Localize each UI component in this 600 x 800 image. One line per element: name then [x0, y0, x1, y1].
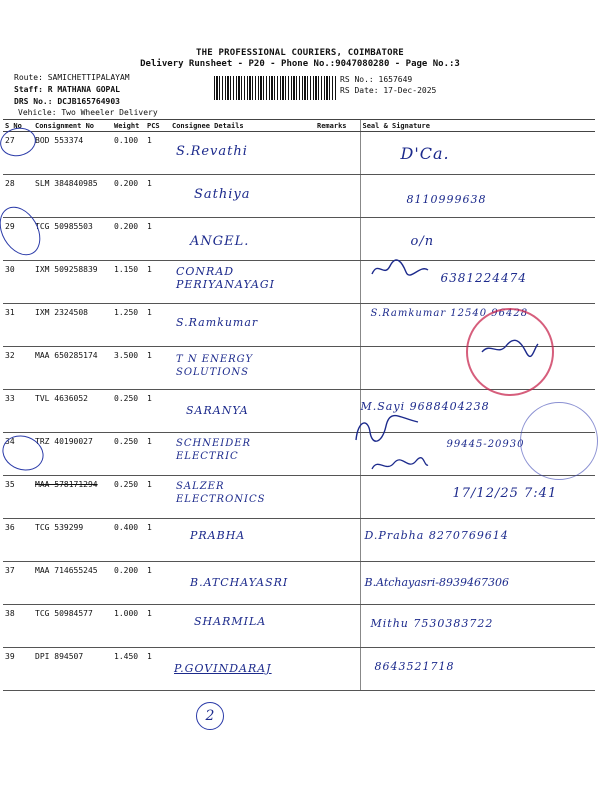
row-sno: 27	[3, 132, 33, 175]
row-signature	[360, 476, 595, 519]
consignee-handwriting: B.ATCHAYASRI	[190, 576, 289, 589]
company-title: THE PROFESSIONAL COURIERS, COIMBATORE	[196, 48, 404, 58]
row-signature	[360, 605, 595, 648]
row-consignee	[170, 605, 315, 648]
signature-handwriting: 99445-20930	[446, 439, 525, 450]
table-row	[3, 132, 595, 175]
row-consignment: TRZ 40190027	[33, 433, 112, 476]
row-consignee	[170, 433, 315, 476]
signature-handwriting: 8643521718	[374, 660, 455, 673]
col-sno: S No	[3, 120, 33, 132]
table-row	[3, 390, 595, 433]
table-row	[3, 605, 595, 648]
row-pcs: 1	[145, 132, 170, 175]
row-sno: 29	[3, 218, 33, 261]
row-pcs: 1	[145, 519, 170, 562]
row-pcs: 1	[145, 562, 170, 605]
signature-handwriting: D'Ca.	[400, 144, 450, 163]
row-consignment: TCG 50985503	[33, 218, 112, 261]
row-consignee	[170, 648, 315, 691]
table-row	[3, 519, 595, 562]
row-sno: 30	[3, 261, 33, 304]
row-sno: 39	[3, 648, 33, 691]
row-signature	[360, 175, 595, 218]
row-weight: 0.250	[112, 390, 145, 433]
rs-number: RS No.: 1657649	[340, 75, 413, 84]
row-consignment: SLM 384840985	[33, 175, 112, 218]
table-row	[3, 261, 595, 304]
runsheet-subtitle: Delivery Runsheet - P20 - Phone No.:9047080280 - Page No.:3	[140, 59, 460, 69]
row-remarks	[315, 562, 360, 605]
drs-label: DRS No.: DCJB165764903	[14, 97, 120, 106]
consignee-handwriting: SALZER ELECTRONICS	[176, 481, 266, 505]
row-pcs: 1	[145, 347, 170, 390]
electronics-seal-stamp	[520, 402, 598, 480]
row-remarks	[315, 132, 360, 175]
row-sno: 31	[3, 304, 33, 347]
row-pcs: 1	[145, 476, 170, 519]
row-remarks	[315, 347, 360, 390]
row-weight: 1.000	[112, 605, 145, 648]
row-signature	[360, 562, 595, 605]
row-consignment: TCG 539299	[33, 519, 112, 562]
row-consignment: MAA 714655245	[33, 562, 112, 605]
col-consignee: Consignee Details	[170, 120, 315, 132]
row-remarks	[315, 648, 360, 691]
row-consignee	[170, 304, 315, 347]
row-consignment: MAA 650285174	[33, 347, 112, 390]
consignee-handwriting: Sathiya	[194, 187, 251, 202]
signature-scribble-row-35	[370, 455, 430, 477]
col-remarks: Remarks	[315, 120, 360, 132]
row-sno: 32	[3, 347, 33, 390]
row-consignment: DPI 894507	[33, 648, 112, 691]
row-pcs: 1	[145, 218, 170, 261]
consignee-handwriting: ANGEL.	[190, 234, 250, 249]
row-signature	[360, 218, 595, 261]
table-row	[3, 648, 595, 691]
route-label: Route: SAMICHETTIPALAYAM	[14, 73, 130, 82]
row-remarks	[315, 261, 360, 304]
row-consignment: IXM 509258839	[33, 261, 112, 304]
row-sno: 38	[3, 605, 33, 648]
signature-handwriting: B.Atchayasri-8939467306	[364, 576, 509, 589]
row-weight: 1.150	[112, 261, 145, 304]
row-weight: 0.200	[112, 562, 145, 605]
row-consignee	[170, 261, 315, 304]
vehicle-label: Vehicle: Two Wheeler Delivery	[18, 108, 158, 117]
col-consignment: Consignment No	[33, 120, 112, 132]
row-weight: 1.250	[112, 304, 145, 347]
signature-scribble-row-34	[352, 414, 422, 448]
row-sno: 36	[3, 519, 33, 562]
row-pcs: 1	[145, 605, 170, 648]
row-pcs: 1	[145, 433, 170, 476]
row-signature	[360, 519, 595, 562]
signature-handwriting: D.Prabha 8270769614	[364, 529, 509, 542]
row-remarks	[315, 218, 360, 261]
row-consignee	[170, 390, 315, 433]
signature-handwriting: S.Ramkumar 12540 96428	[370, 308, 529, 319]
col-seal: Seal & Signature	[360, 120, 595, 132]
col-pcs: PCS	[145, 120, 170, 132]
signature-handwriting: M.Sayi 9688404238	[360, 400, 490, 413]
row-consignee	[170, 562, 315, 605]
table-row	[3, 218, 595, 261]
row-remarks	[315, 304, 360, 347]
signature-handwriting: o/n	[410, 234, 435, 249]
staff-label: Staff: R MATHANA GOPAL	[14, 85, 120, 94]
row-weight: 0.400	[112, 519, 145, 562]
table-row	[3, 433, 595, 476]
row-consignee	[170, 347, 315, 390]
runsheet-table	[3, 119, 595, 691]
row-sno: 37	[3, 562, 33, 605]
row-pcs: 1	[145, 648, 170, 691]
rs-date: RS Date: 17-Dec-2025	[340, 86, 437, 95]
row-pcs: 1	[145, 304, 170, 347]
row-consignment: MAA 578171294	[33, 476, 112, 519]
consignee-handwriting: SCHNEIDER ELECTRIC	[176, 438, 252, 462]
table-row	[3, 476, 595, 519]
row-pcs: 1	[145, 390, 170, 433]
row-remarks	[315, 175, 360, 218]
consignee-handwriting: SARANYA	[186, 404, 249, 417]
row-signature	[360, 648, 595, 691]
row-remarks	[315, 605, 360, 648]
signature-handwriting: 8110999638	[406, 193, 487, 206]
consignee-handwriting: S.Ramkumar	[176, 316, 259, 329]
row-consignee	[170, 519, 315, 562]
row-consignment: TVL 4636052	[33, 390, 112, 433]
page-handwritten-mark: 2	[196, 702, 224, 730]
signature-scribble-row-32	[480, 338, 540, 360]
row-consignment: IXM 2324508	[33, 304, 112, 347]
row-remarks	[315, 476, 360, 519]
row-sno: 35	[3, 476, 33, 519]
row-weight: 0.200	[112, 218, 145, 261]
row-sno: 33	[3, 390, 33, 433]
row-sno: 28	[3, 175, 33, 218]
row-signature	[360, 132, 595, 175]
row-weight: 0.250	[112, 433, 145, 476]
row-sno: 34	[3, 433, 33, 476]
row-weight: 0.250	[112, 476, 145, 519]
col-weight: Weight	[112, 120, 145, 132]
table-row	[3, 175, 595, 218]
row-weight: 0.200	[112, 175, 145, 218]
row-consignee	[170, 476, 315, 519]
row-consignee	[170, 132, 315, 175]
signature-handwriting: 6381224474	[440, 271, 527, 285]
row-weight: 1.450	[112, 648, 145, 691]
barcode-image	[214, 76, 336, 100]
consignee-handwriting: P.GOVINDARAJ	[174, 662, 272, 675]
table-header-row	[3, 120, 595, 132]
row-weight: 3.500	[112, 347, 145, 390]
row-consignment: BOD 553374	[33, 132, 112, 175]
row-pcs: 1	[145, 175, 170, 218]
row-remarks	[315, 519, 360, 562]
row-weight: 0.100	[112, 132, 145, 175]
consignee-handwriting: T N ENERGY SOLUTIONS	[176, 354, 254, 378]
consignee-handwriting: S.Revathi	[176, 144, 248, 159]
consignee-handwriting: SHARMILA	[194, 615, 267, 628]
row-consignee	[170, 175, 315, 218]
row-consignment: TCG 50984577	[33, 605, 112, 648]
signature-scribble-row-30	[370, 258, 430, 280]
row-pcs: 1	[145, 261, 170, 304]
signature-handwriting: 17/12/25 7:41	[452, 486, 558, 501]
consignee-handwriting: PRABHA	[190, 529, 246, 542]
row-consignee	[170, 218, 315, 261]
table-row	[3, 562, 595, 605]
signature-handwriting: Mithu 7530383722	[370, 617, 494, 630]
consignee-handwriting: CONRAD PERIYANAYAGI	[176, 265, 276, 291]
